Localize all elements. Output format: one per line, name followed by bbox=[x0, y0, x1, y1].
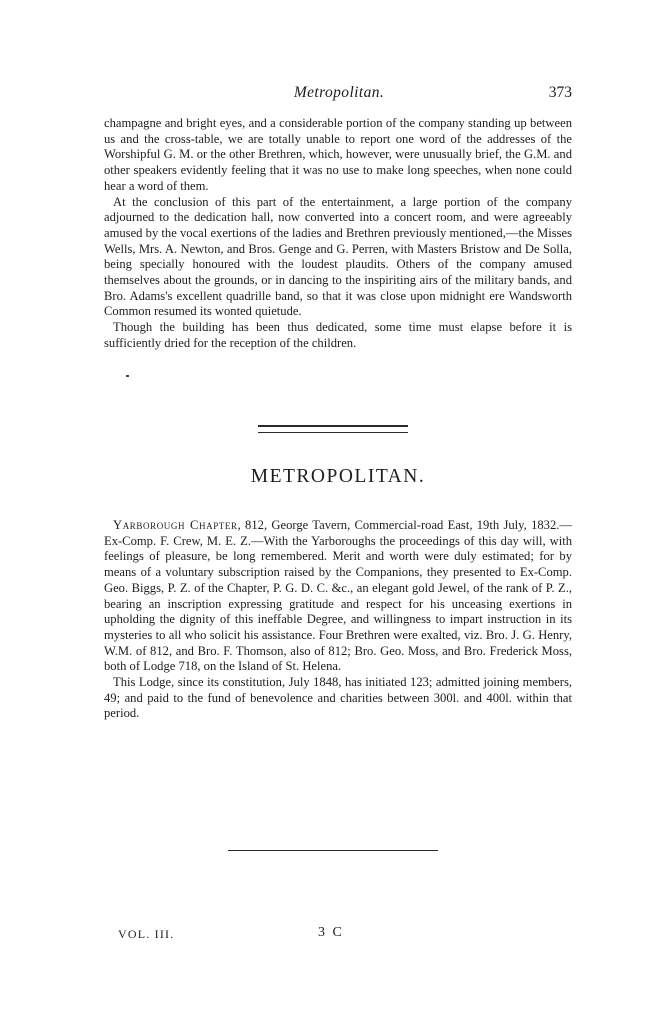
paragraph-text: , 812, George Tavern, Commercial-road East, 19th July, 1832.— Ex-Comp. F. Crew, M. E. Z.—With the Yarboroughs the proceedings of this day will, with feelings of pleasure, be long remembered. Merit and worth were duly estimated; for by means of a voluntary subscription raised by the Companions, they presented to Ex-Comp. Geo. Biggs, P. Z. of the Chapter, P. G. D. C. &c., an elegant gold Jewel, of the rank of P. Z., bearing an inscription expressing gratitude and respect for his unceasing exertions in upholding the dignity of this ineffable Degree, and willingness to impart instruction in its mysteries to all who solicit his assistance. Four Brethren were exalted, viz. Bro. J. G. Henry, W.M. of 812, and Bro. F. Thomson, also of 812; Bro. Geo. Moss, and Bro. Frederick Moss, both of Lodge 718, on the Island of St. Helena. bbox=[104, 518, 572, 674]
running-title: Metropolitan. bbox=[293, 84, 385, 101]
running-head bbox=[104, 84, 574, 106]
dedication-report-continuation bbox=[104, 116, 572, 352]
paragraph: champagne and bright eyes, and a considerable portion of the company standing up between us and the cross-table, we are totally unable to report one word of the addresses of the Worshipful G. M. or the other Brethren, which, however, were unusually brief, the G.M. and other speakers evidently feeling that it was no use to make long speeches, when none could hear a word of them. bbox=[104, 116, 572, 193]
signature-mark: 3 C bbox=[318, 925, 344, 940]
section-heading: METROPOLITAN. bbox=[250, 466, 426, 487]
paragraph: At the conclusion of this part of the entertainment, a large portion of the company adjourned to the dedication hall, now converted into a concert room, and were agreeably amused by the vocal exertions of the ladies and Brethren previously mentioned,—the Misses Wells, Mrs. A. Newton, and Bros. Genge and G. Perren, with Masters Bristow and De Solla, being specially honoured with the loudest plaudits. Others of the company amused themselves about the grounds, or in dancing to the inspiriting airs of the military bands, and Bro. Adams's excellent quadrille band, so that it was close upon midnight ere Wandsworth Common resumed its wonted quietude. bbox=[104, 194, 572, 319]
chapter-name-smallcaps: Yarborough Chapter bbox=[113, 518, 238, 532]
end-rule bbox=[228, 850, 438, 851]
volume-label: VOL. III. bbox=[118, 927, 175, 941]
page-number: 373 bbox=[548, 84, 572, 101]
metropolitan-section-body bbox=[104, 518, 572, 722]
section-divider-double-rule bbox=[258, 425, 408, 433]
paragraph bbox=[104, 518, 572, 675]
print-speck bbox=[126, 375, 129, 377]
paragraph: Though the building has been thus dedicated, some time must elapse before it is sufficiently dried for the reception of the children. bbox=[104, 320, 572, 350]
paragraph: This Lodge, since its constitution, July 1848, has initiated 123; admitted joining members, 49; and paid to the fund of benevolence and charities between 300l. and 400l. within that period. bbox=[104, 675, 572, 721]
